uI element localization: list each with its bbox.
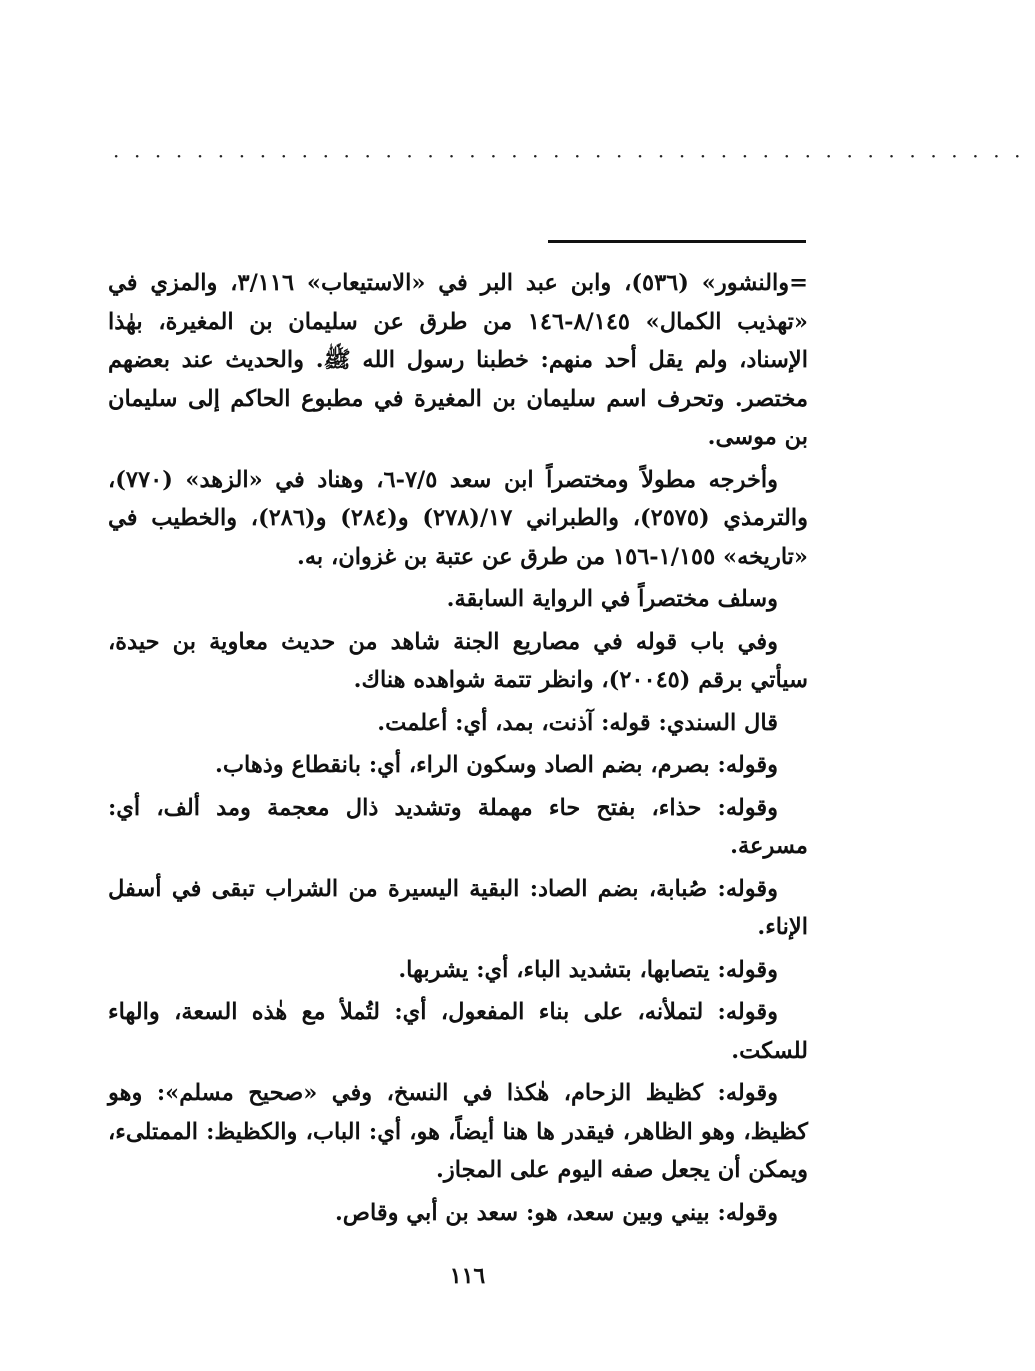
footnote-paragraph: وقوله: بيني وبين سعد، هو: سعد بن أبي وقاص. [334, 1199, 778, 1226]
footnote-rule [548, 240, 806, 243]
separator-dots: ············································ [113, 144, 1035, 168]
footnote-paragraph: قال السندي: قوله: آذنت، بمد، أي: أعلمت. [377, 709, 778, 736]
footnote-paragraph: وقوله: حذاء، بفتح حاء مهملة وتشديد ذال معجمة ومد ألف، أي: مسرعة. [108, 794, 808, 859]
footnote-paragraph: وقوله: لتملأنه، على بناء المفعول، أي: لتُملأ مع هٰذه السعة، والهاء للسكت. [108, 999, 808, 1064]
footnote-paragraph: وقوله: يتصابها، بتشديد الباء، أي: يشربها. [398, 956, 778, 983]
page-number: ١١٦ [449, 1263, 486, 1289]
footnote-paragraph: وسلف مختصراً في الرواية السابقة. [446, 586, 778, 612]
footnote-paragraph: وقوله: بصرم، بضم الصاد وسكون الراء، أي: بانقطاع وذهاب. [215, 752, 778, 778]
footnote-paragraph: وفي باب قوله في مصاريع الجنة شاهد من حديث معاوية بن حيدة، سيأتي برقم (٢٠٠٤٥)، وانظر تتمة شواهده هناك. [108, 628, 808, 693]
footnote-paragraph: وأخرجه مطولاً ومختصراً ابن سعد ٧/٥-٦، وهناد في «الزهد» (٧٧٠)، والترمذي (٢٥٧٥)، والطبراني ١٧/(٢٧٨) و(٢٨٤) و(٢٨٦)، والخطيب في «تاريخه» ١/١٥٥-١٥٦ من طرق عن عتبة بن غزوان، به. [108, 466, 808, 570]
footnote-paragraph: وقوله: كظيظ الزحام، هٰكذا في النسخ، وفي «صحيح مسلم»: وهو كظيظ، وهو الظاهر، فيقدر ها هنا أيضاً، هو، أي: الباب، والكظيظ: الممتلىء، ويمكن أن يجعل صفه اليوم على المجاز. [108, 1080, 808, 1183]
footnotes-body [108, 264, 808, 1236]
footnote-paragraph: =والنشور» (٥٣٦)، وابن عبد البر في «الاستيعاب» ٣/١١٦، والمزي في «تهذيب الكمال» ٨/١٤٥-١٤٦ من طرق عن سليمان بن المغيرة، بهٰذا الإسناد، ولم يقل أحد منهم: خطبنا رسول الله ﷺ. والحديث عند بعضهم مختصر. وتحرف اسم سليمان بن المغيرة في مطبوع الحاكم إلى سليمان بن موسى. [108, 270, 809, 450]
footnote-paragraph: وقوله: صُبابة، بضم الصاد: البقية اليسيرة من الشراب تبقى في أسفل الإناء. [108, 875, 808, 940]
